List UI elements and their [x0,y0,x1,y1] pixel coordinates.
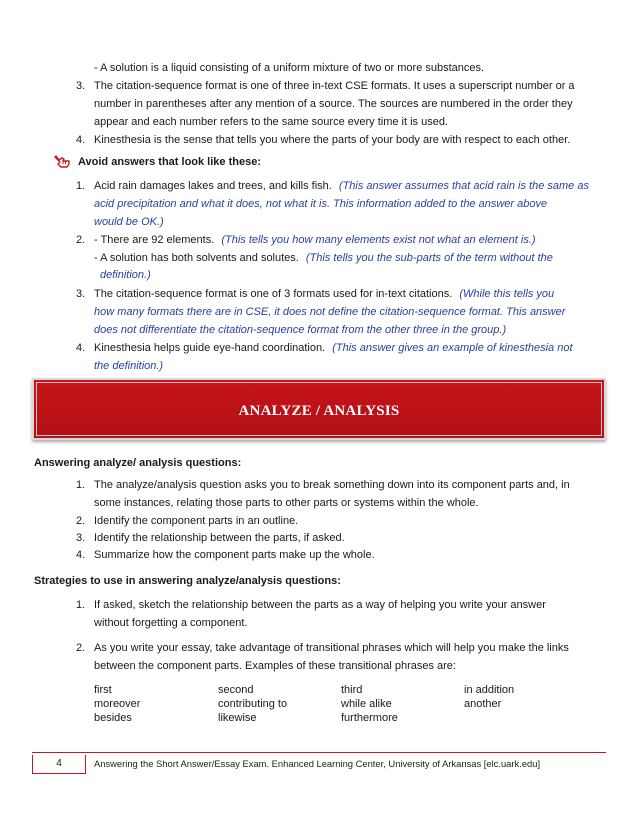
list-item-text: between the component parts. Examples of these transitional phrases are: [94,660,456,672]
answer-example: - There are 92 elements. [94,234,215,246]
explanation-note: how many formats there are in CSE, it does not define the citation-sequence format. This answer [94,306,566,318]
list-item-text: Kinesthesia is the sense that tells you where the parts of your body are with respect to each other. [94,134,571,146]
explanation-note: would be OK.) [94,216,164,228]
list-number: 4. [76,342,86,354]
list-item-text [94,287,554,301]
page-number: 4 [32,755,86,774]
list-number: 2. [76,515,86,527]
list-number: 1. [76,180,86,192]
phrase-cell: moreover [94,698,141,710]
explanation-note: the definition.) [94,360,164,372]
phrase-cell: contributing to [218,698,288,710]
pointing-hand-icon [54,155,70,169]
list-number: 3. [76,532,86,544]
list-number: 4. [76,549,86,561]
list-item-text: As you write your essay, take advantage of transitional phrases which will help you make the links [94,642,569,654]
answer-example: Acid rain damages lakes and trees, and kills fish. [94,180,332,192]
list-item-text: without forgetting a component. [94,617,248,629]
list-number: 1. [76,479,86,491]
list-item-text: The analyze/analysis question asks you to break something down into its component parts and, in [94,479,570,491]
explanation-note: definition.) [100,269,151,281]
list-number: 3. [76,288,86,300]
phrase-cell: besides [94,712,132,724]
footer-text: Answering the Short Answer/Essay Exam. Enhanced Learning Center, University of Arkansas [elc.uark.edu] [94,758,541,769]
answer-example: The citation-sequence format is one of 3 formats used for in-text citations. [94,288,453,300]
phrase-cell: another [464,698,502,710]
list-number: 2. [76,642,86,654]
list-item-text: Summarize how the component parts make up the whole. [94,549,375,561]
list-item-text [94,251,553,265]
list-item-text: - A solution is a liquid consisting of a uniform mixture of two or more substances. [94,62,485,74]
phrase-cell: in addition [464,684,515,696]
answering-heading: Answering analyze/ analysis questions: [34,457,242,469]
answer-example: - A solution has both solvents and solutes. [94,252,299,264]
footer-divider [32,752,606,753]
list-item-text: The citation-sequence format is one of three in-text CSE formats. It uses a superscript number or a [94,80,575,92]
explanation-note: does not differentiate the citation-sequence format from the other three in the group.) [94,324,507,336]
explanation-note: (This answer assumes that acid rain is the same as [338,180,589,192]
list-item-text [94,341,573,355]
list-item-text: Identify the relationship between the parts, if asked. [94,532,345,544]
list-item-text: If asked, sketch the relationship between the parts as a way of helping you write your answer [94,599,546,611]
list-item-text: appear and each number refers to the same source every time it is used. [94,116,449,128]
phrase-cell: furthermore [341,712,398,724]
phrase-cell: likewise [218,712,257,724]
phrase-cell: while alike [341,698,392,710]
explanation-note: acid precipitation and what it does, not what it is. This information added to the answer above [94,198,548,210]
strategies-heading: Strategies to use in answering analyze/analysis questions: [34,575,341,587]
answer-example: Kinesthesia helps guide eye-hand coordination. [94,342,326,354]
explanation-note: (While this tells you [459,288,555,300]
explanation-note: (This tells you the sub-parts of the term without the [305,252,553,264]
list-item-text [94,233,536,247]
list-number: 3. [76,80,86,92]
section-banner [32,378,606,440]
section-title: ANALYZE / ANALYSIS [238,403,400,419]
list-item-text [94,179,589,193]
explanation-note: (This answer gives an example of kinesthesia not [332,342,573,354]
phrase-cell: third [341,684,363,696]
list-item-text: some instances, relating those parts to other parts or systems within the whole. [94,497,479,509]
list-item-text: number in parentheses after any mention of a source. The sources are numbered in the order they [94,98,573,110]
list-number: 4. [76,134,86,146]
avoid-heading: Avoid answers that look like these: [78,156,261,168]
list-number: 1. [76,599,86,611]
phrase-cell: first [94,684,112,696]
explanation-note: (This tells you how many elements exist not what an element is.) [221,234,536,246]
list-number: 2. [76,234,86,246]
list-item-text: Identify the component parts in an outline. [94,515,299,527]
phrase-cell: second [218,684,254,696]
